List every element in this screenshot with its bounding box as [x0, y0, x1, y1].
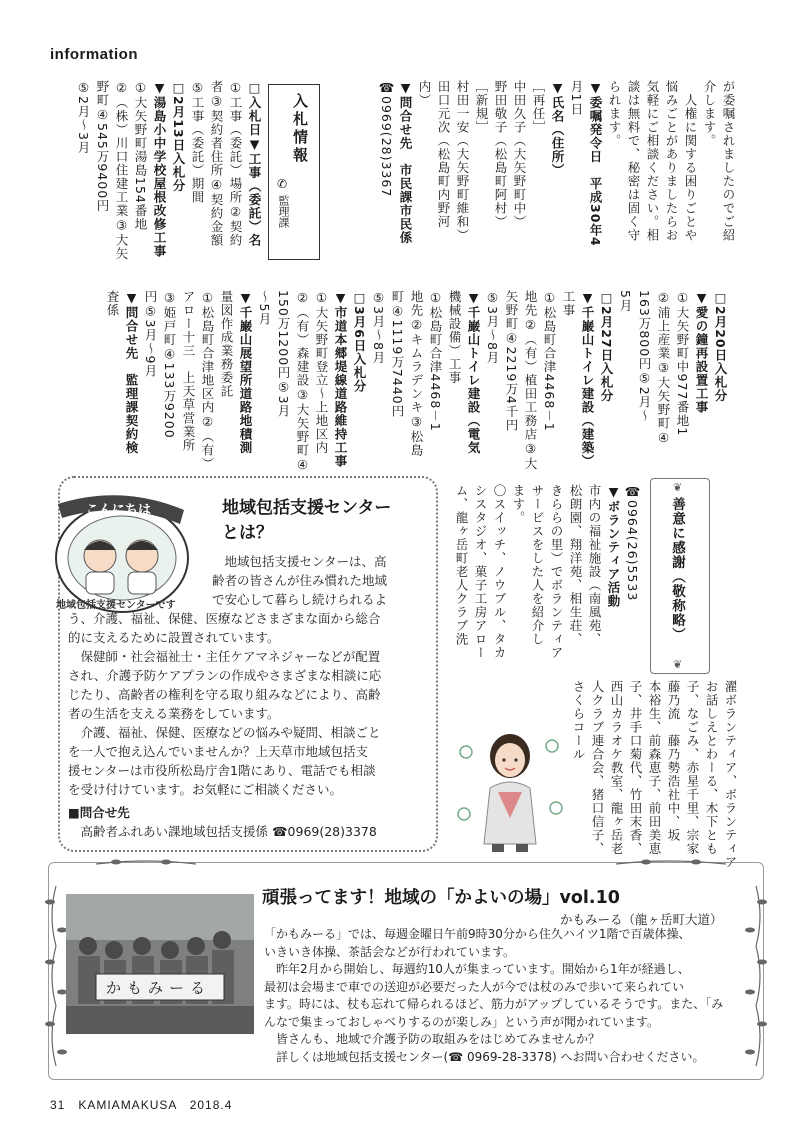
text-line: 163万800円⑤2月～: [637, 290, 652, 423]
text-line: が委嘱されましたのでご紹: [721, 80, 736, 242]
kayoi-title: 頑張ってます！地域の「かよいの場」vol.10: [262, 888, 620, 908]
text-line: ▼問合せ先 市民課市民係: [398, 80, 413, 245]
body-line: を一人で抱え込んでいませんか？上天草市地域包括支: [68, 744, 369, 759]
text-line: 悩みごとがありましたらお: [664, 80, 679, 242]
text-line: られます。: [607, 80, 622, 148]
kayoi-subtitle: かもみーる（龍ヶ岳町大道）: [560, 912, 723, 927]
badge-arc-text: 地域包括支援センターです: [56, 600, 176, 611]
text-line: 150万1200円⑤3月: [276, 290, 291, 419]
text-line: ▼湯島小中学校屋根改修工事: [152, 80, 167, 258]
bid-info-title: 入札情報: [291, 93, 309, 165]
body-line: 介護、福祉、保健、医療などの悩みや疑問、相談ごと: [80, 725, 381, 740]
contact-heading: ■問合せ先: [68, 805, 130, 820]
intro-line: 地域包括支援センターは、高: [224, 554, 387, 569]
page-footer: 31 KAMIAMAKUSA 2018.4: [50, 1098, 233, 1112]
center-intro: [212, 552, 428, 609]
text-line: ①松島町合津地区内②（有）: [200, 290, 215, 471]
text-line: ①松島町合津4468－1: [428, 290, 443, 432]
text-line: 西山カラオケ教室、龍ヶ岳老: [609, 680, 624, 856]
text-line: シスタジオ、菓子工房アロー: [473, 484, 488, 660]
text-line: さくらコール: [571, 680, 586, 761]
text-line: ⑤3月～8月: [371, 290, 386, 365]
text-line: 地先②（有）植田工務店③大: [523, 290, 538, 471]
text-line: □2月27日入札分: [599, 290, 614, 403]
center-title-line1: 地域包括支援センター: [222, 498, 392, 518]
text-line: 中田久子（大矢野町中）: [512, 80, 527, 229]
text-line: 村田一安（大矢野町維和）: [455, 80, 470, 242]
text-line: ▼千巌山展望所道路地積測: [238, 290, 253, 455]
body-line: を受け付けています。お気軽にご相談ください。: [68, 782, 343, 797]
kayoi-line: いきいき体操、茶話会などが行われています。: [264, 944, 516, 959]
text-line: 本裕生、前森恵子、前田美恵: [647, 680, 662, 856]
center-title: [222, 496, 391, 546]
group-photo: [66, 894, 254, 1034]
kayoi-line: 詳しくは地域包括支援センター(☎ 0969-28-3378) へお問い合わせください。: [264, 1049, 705, 1064]
text-line: お話しえとわーる、木下とも: [704, 680, 719, 856]
body-line: う、介護、福祉、保健、医療などさまざまな面から総合: [68, 611, 381, 626]
text-line: ［新規］: [474, 80, 489, 134]
text-line: 〇スイッチ、ノウブル、タカ: [492, 484, 507, 660]
text-line: 内）: [417, 80, 432, 107]
badge-top-text: こんにちは: [86, 503, 152, 518]
center-title-line2: とは？: [222, 523, 273, 543]
text-line: ⑤工事（委託）期間: [190, 80, 205, 204]
text-line: 機械設備）工事: [447, 290, 462, 385]
bid-mid-column: [50, 290, 730, 473]
text-line: ［再任］: [531, 80, 546, 134]
text-line: ▼問合せ先 監理課契約検: [124, 290, 139, 455]
text-line: 円⑤3月～9月: [143, 290, 158, 378]
text-line: 談は無料で、秘密は固く守: [626, 80, 641, 242]
intro-line: で安心して暮らし続けられるよ: [212, 592, 388, 607]
text-line: ☎0969(28)3367: [379, 80, 394, 198]
text-line: 田口元次（松島町内野河: [436, 80, 451, 229]
text-line: 工事: [561, 290, 576, 317]
photo-content: [66, 894, 254, 1034]
text-line: ▼氏名（住所）: [550, 80, 565, 177]
ornament-icon: ❦: [673, 481, 683, 494]
text-line: ▼市道本郷堤線道路維持工事: [333, 290, 348, 468]
text-line: ①工事（委託）場所②契約: [228, 80, 243, 247]
text-line: 査係: [105, 290, 120, 317]
text-line: サービスをした人を紹介し: [530, 484, 545, 646]
bid-info-box: [268, 84, 320, 260]
text-line: 町④1119万7440円: [390, 290, 405, 419]
center-body: [68, 609, 430, 841]
text-line: 者③契約者住所④契約金額: [209, 80, 224, 247]
text-line: ③姫戸町④133万9200: [162, 290, 177, 439]
text-line: 5月: [618, 290, 633, 313]
kayoi-body: [264, 926, 746, 1066]
bid-left-column: [52, 80, 264, 272]
text-line: ②（有）森建設③大矢野町④: [295, 290, 310, 473]
section-label: information: [50, 46, 138, 63]
text-line: 人権に関する困りごとや: [683, 80, 698, 242]
text-line: 月1日: [569, 80, 584, 116]
text-line: ①松島町合津4468－1: [542, 290, 557, 432]
consult-column: [379, 80, 738, 272]
text-line: 市内の福祉施設（南風苑、: [587, 484, 602, 646]
kayoi-line: 「かもみーる」では、毎週金曜日午前9時30分から住久ハイツ1階で百歳体操、: [264, 927, 691, 941]
text-line: 藤乃流 藤乃勢浩社中、坂: [666, 680, 681, 842]
text-line: ①大矢野町登立～上地区内: [314, 290, 329, 455]
text-line: ▼千巌山トイレ建設（建築）: [580, 290, 595, 468]
text-line: ②浦上産業③大矢野町④: [656, 290, 671, 446]
thanks-frame: [650, 478, 710, 674]
text-line: ▼ボランティア活動: [606, 484, 621, 608]
text-line: □2月20日入札分: [713, 290, 728, 403]
text-line: ▼千巌山トイレ建設（電気: [466, 290, 481, 455]
intro-line: 齢者の皆さんが住み慣れた地域: [212, 573, 388, 588]
kayoi-line: 皆さんも、地域で介護予防の取組みをはじめてみませんか？: [264, 1032, 601, 1046]
text-line: □2月13日入札分: [171, 80, 186, 193]
text-line: ▼委嘱発令日 平成30年4: [588, 80, 603, 247]
text-line: ⑤2月～3月: [76, 80, 91, 155]
text-line: 野町④545万9400円: [95, 80, 110, 213]
kayoi-line: んなで集まっておしゃべりするのが楽しみ」という声が聞かれています。: [264, 1014, 660, 1029]
text-line: ム、龍ヶ岳町老人クラブ洗: [454, 484, 469, 646]
names-column: [570, 680, 740, 869]
body-line: 的に支えるために設置されています。: [68, 630, 280, 645]
text-line: きららの里）でボランティア: [549, 484, 564, 660]
text-line: ☎0964(26)5533: [625, 484, 640, 602]
text-line: 人クラブ連合会、猪口信子、: [590, 680, 605, 856]
text-line: ①大矢野町中977番地1: [675, 290, 690, 437]
photo-sign-text: かもみーる: [106, 979, 212, 997]
body-line: 者の生活を支える業務をしています。: [68, 706, 280, 721]
text-line: □3月6日入札分: [352, 290, 367, 393]
ornament-icon: ❦: [673, 658, 683, 671]
text-line: 子、井手口菊代、竹田末香、: [628, 680, 643, 856]
woman-illustration: [452, 722, 568, 856]
text-line: 矢野町④2219万4千円: [504, 290, 519, 432]
phone-icon: ✆: [277, 177, 288, 191]
text-line: 介します。: [702, 80, 717, 148]
thanks-title: 善意に感謝（敬称略）: [669, 497, 685, 642]
contact-text: 高齢者ふれあい課地域包括支援係 ☎0969(28)3378: [80, 824, 377, 839]
body-line: じたり、高齢者の権利を守る取り組みなどにより、高齢: [68, 687, 381, 702]
text-line: 松朗園、翔洋苑、相生荘、: [568, 484, 583, 646]
kayoi-line: 昨年2月から開始し、毎週約10人が集まっています。開始から1年が経過し、: [264, 962, 690, 976]
kayoi-line: ます。時には、杖も忘れて帰られるほど、筋力がアップしているそうです。また、「み: [264, 997, 724, 1011]
bid-info-sub: 監理課: [277, 195, 290, 228]
body-line: 援センターは市役所松島庁舎1階にあり、電話でも相談: [68, 763, 376, 778]
text-line: 気軽にご相談ください。相: [645, 80, 660, 242]
text-line: □入札日▼工事（委託）名: [247, 80, 262, 247]
konnichiwa-badge: [34, 488, 204, 616]
text-line: 濯ボランティア、ボランティア: [723, 680, 738, 869]
text-line: 地先②キムラデンキ③松島: [409, 290, 424, 457]
text-line: ⑤3月～8月: [485, 290, 500, 365]
text-line: ①大矢野町湯島154番地: [133, 80, 148, 231]
text-line: ～5月: [257, 290, 272, 326]
text-line: 野田敬子（松島町阿村）: [493, 80, 508, 229]
text-line: ▼愛の鐘再設置工事: [694, 290, 709, 414]
kayoi-line: 最初は会場まで車での送迎が必要だった人が今では杖のみで歩いて来られてい: [264, 979, 685, 994]
text-line: アロー十三 上天草営業所: [181, 290, 196, 452]
text-line: ②（株）川口住建工業③大矢: [114, 80, 129, 261]
body-line: され、介護予防ケアプランの作成やさまざまな相談に応: [68, 668, 382, 683]
text-line: 子、なごみ、赤星千里、宗家: [685, 680, 700, 856]
text-line: ます。: [511, 484, 526, 525]
text-line: 量図作成業務委託: [219, 290, 234, 398]
body-line: 保健師・社会福祉士・主任ケアマネジャーなどが配置: [80, 649, 381, 664]
